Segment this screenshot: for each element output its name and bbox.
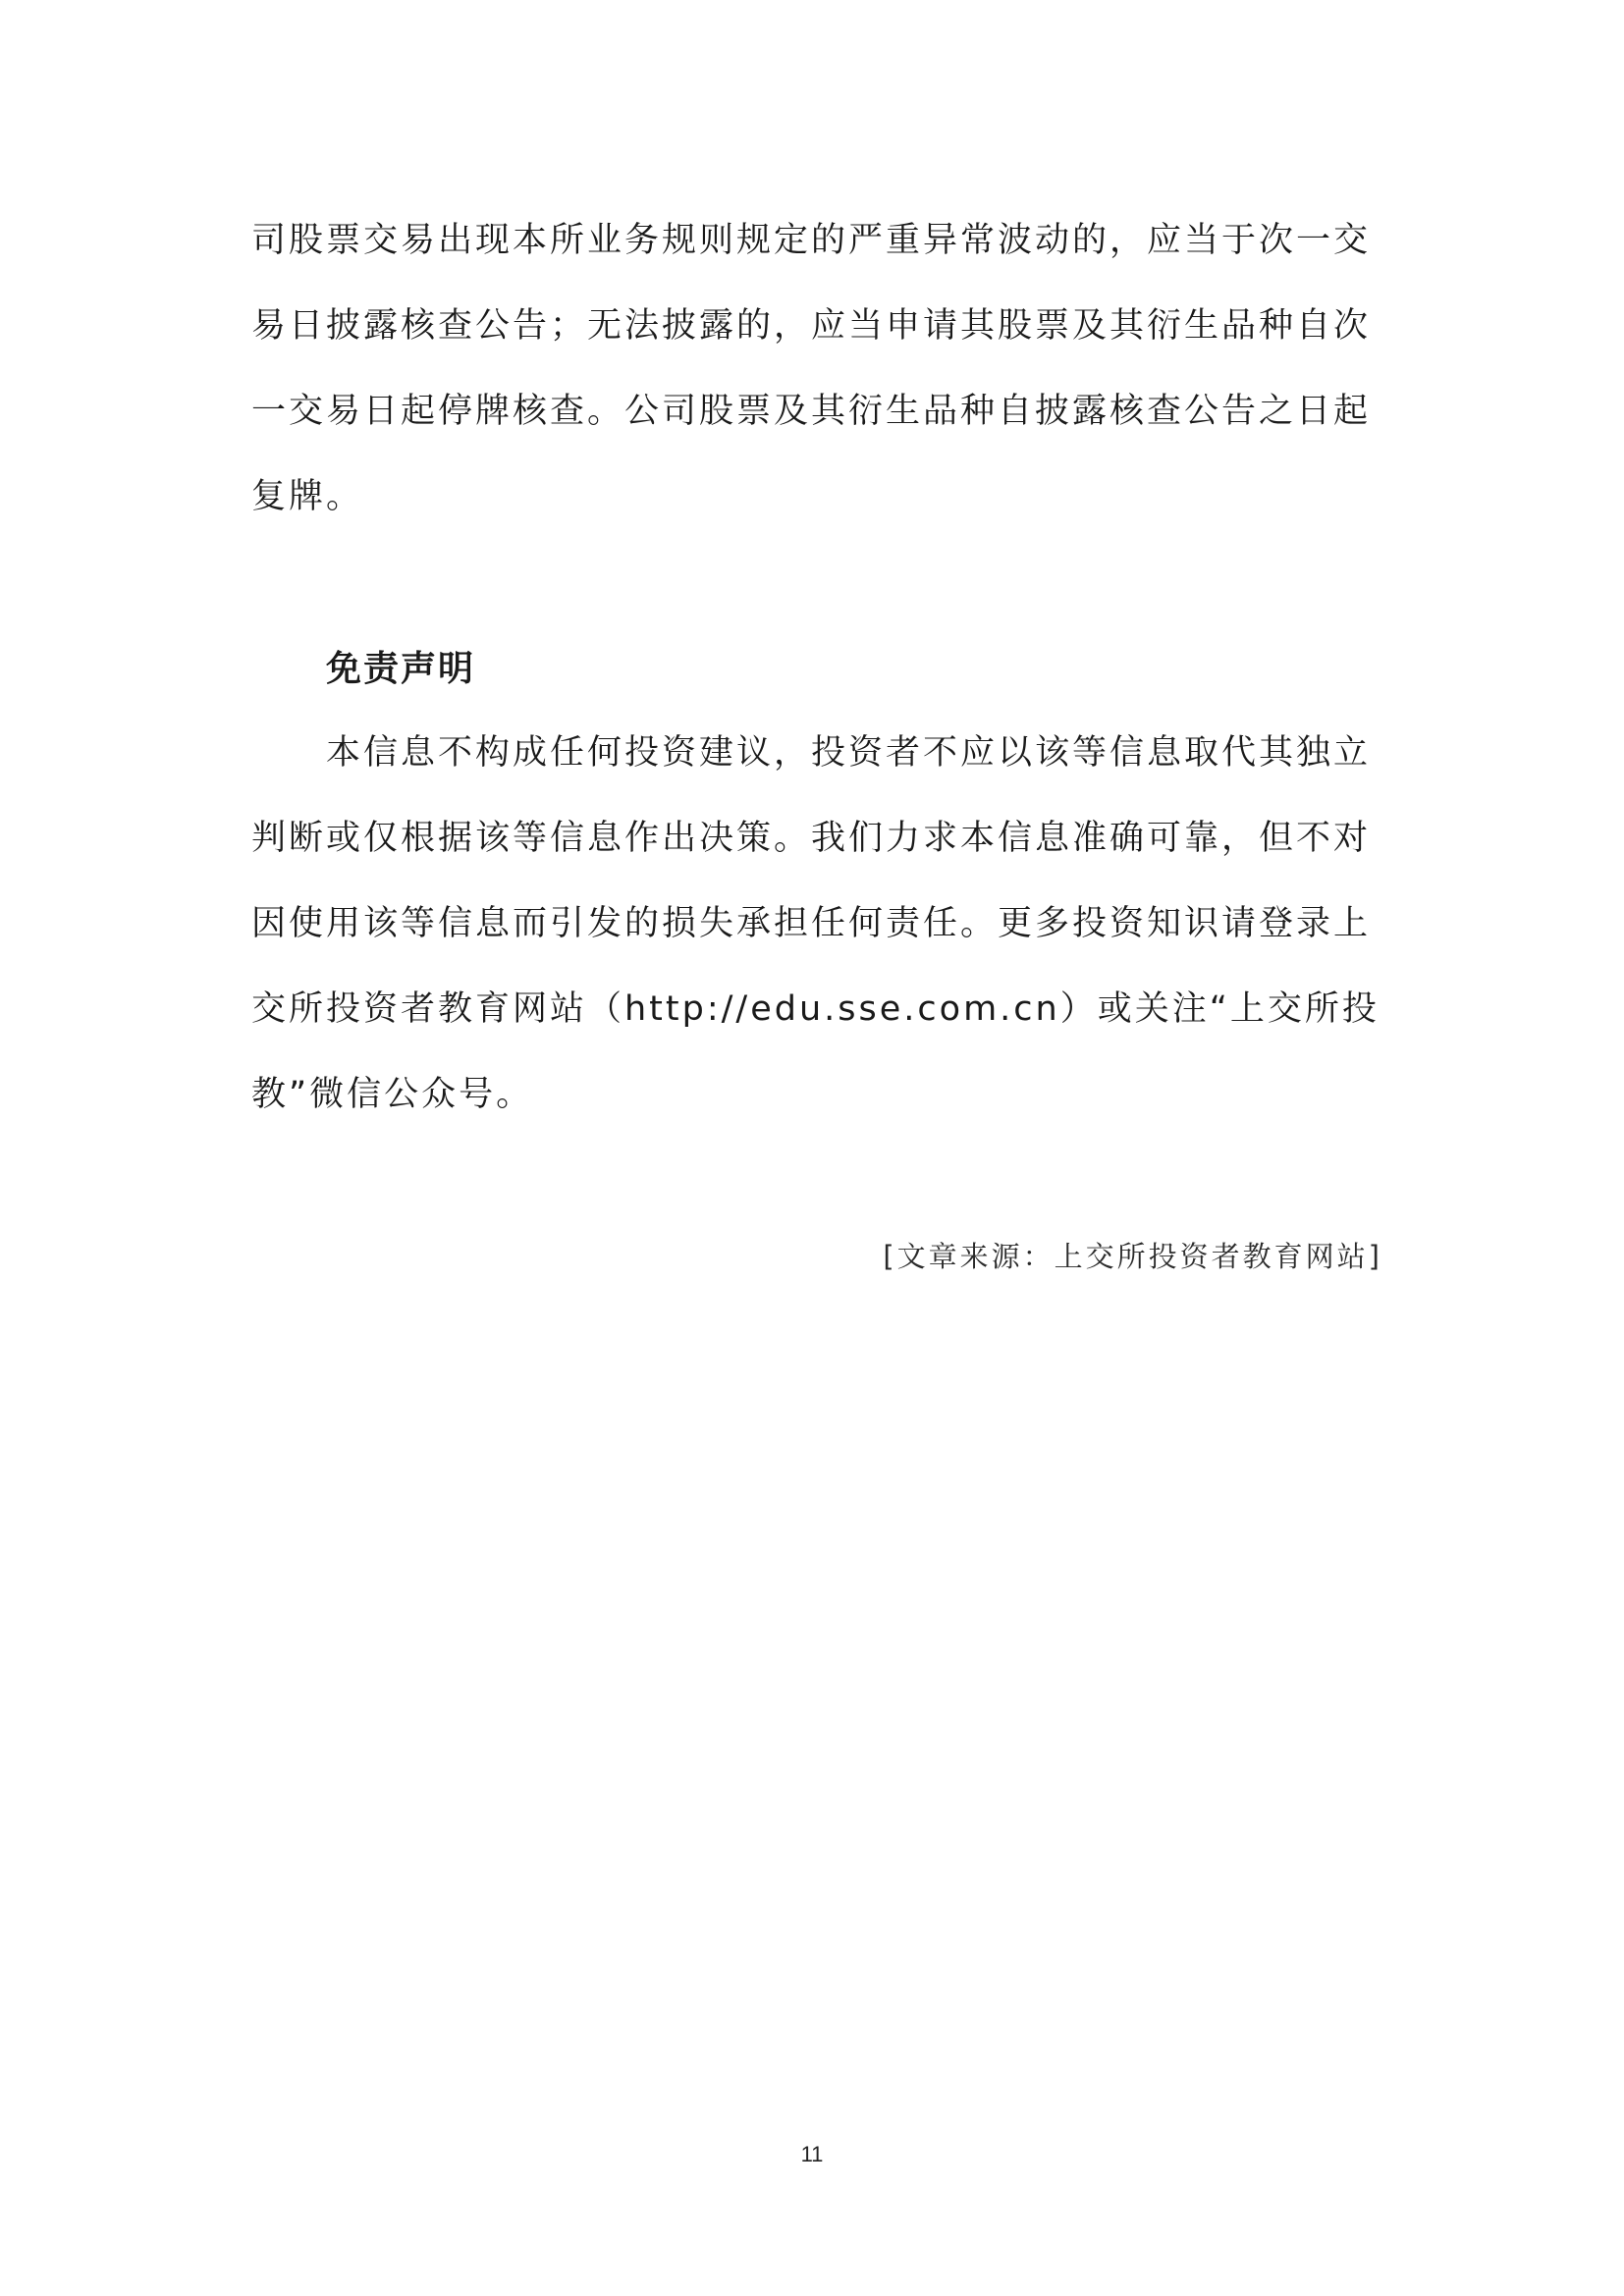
source-note: [文章来源：上交所投资者教育网站] — [883, 1240, 1382, 1273]
paragraph-line: 因使用该等信息而引发的损失承担任何责任。更多投资知识请登录上 — [251, 904, 1372, 943]
disclaimer-heading: 免责声明 — [326, 649, 476, 689]
paragraph-line: 一交易日起停牌核查。公司股票及其衍生品种自披露核查公告之日起 — [251, 392, 1372, 431]
paragraph-line: 本信息不构成任何投资建议，投资者不应以该等信息取代其独立 — [326, 733, 1372, 773]
paragraph-line: 交所投资者教育网站（http://edu.sse.com.cn）或关注“上交所投 — [251, 989, 1380, 1029]
paragraph-line: 教”微信公众号。 — [251, 1075, 534, 1114]
paragraph-line: 易日披露核查公告；无法披露的，应当申请其股票及其衍生品种自次 — [251, 306, 1372, 346]
paragraph-line: 判断或仅根据该等信息作出决策。我们力求本信息准确可靠，但不对 — [251, 819, 1372, 858]
paragraph-line: 司股票交易出现本所业务规则规定的严重异常波动的，应当于次一交 — [251, 221, 1372, 260]
disclaimer-paragraph — [251, 711, 1382, 1138]
page-number: 11 — [800, 2142, 824, 2166]
paragraph-line: 复牌。 — [251, 477, 364, 516]
continuation-paragraph — [251, 198, 1382, 540]
